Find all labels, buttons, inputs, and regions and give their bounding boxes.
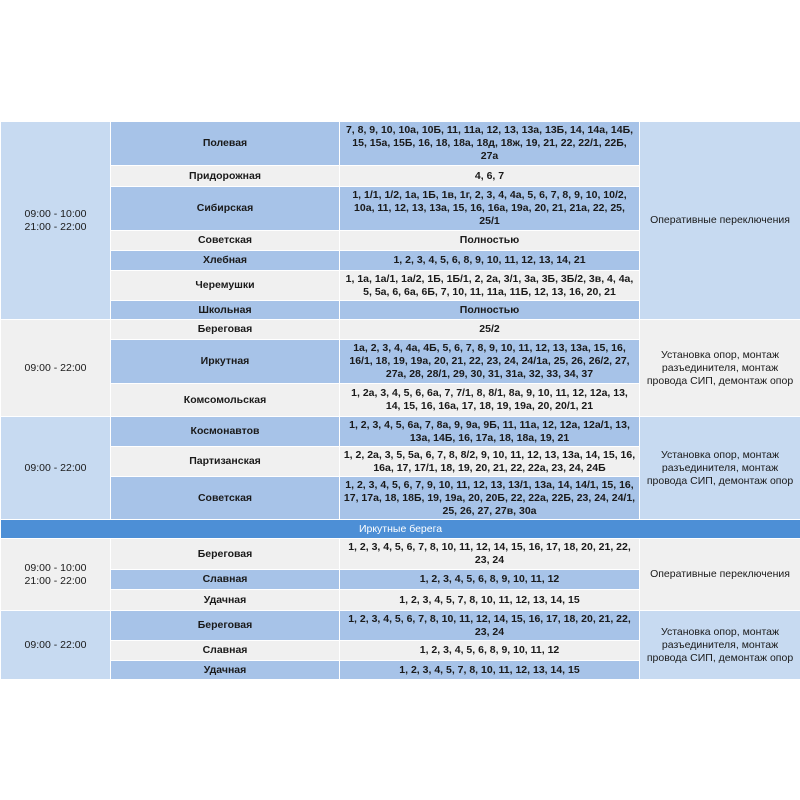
time-cell xyxy=(1,320,111,417)
house-numbers: Полностью xyxy=(340,301,640,320)
house-numbers: 1, 2а, 3, 4, 5, 6, 6а, 7, 7/1, 8, 8/1, 8а, 9, 10, 11, 12, 12а, 13, 14, 15, 16, 16а, 17, 18, 19, 19а, 20, 20/1, 21 xyxy=(340,384,640,417)
house-numbers: 1, 1а, 1а/1, 1а/2, 1Б, 1Б/1, 2, 2а, 3/1, 3а, 3Б, 3Б/2, 3в, 4, 4а, 5, 5а, 6, 6а, 6Б, 7, 10, 11, 11а, 11Б, 12, 13, 16, 20, 21 xyxy=(340,271,640,301)
work-type: Установка опор, монтаж разъединителя, монтаж провода СИП, демонтаж опор xyxy=(640,611,800,680)
street-name: Славная xyxy=(111,641,340,661)
time-line: 09:00 - 10:00 xyxy=(24,207,87,220)
work-type: Установка опор, монтаж разъединителя, монтаж провода СИП, демонтаж опор xyxy=(640,417,800,520)
house-numbers: 7, 8, 9, 10, 10а, 10Б, 11, 11а, 12, 13, 13а, 13Б, 14, 14а, 14Б, 15, 15а, 15Б, 16, 18, 18а, 18д, 18ж, 19, 21, 22, 22/1, 22Б, 27а xyxy=(340,122,640,166)
outage-schedule-table xyxy=(0,121,800,680)
time-line: 09:00 - 22:00 xyxy=(24,461,87,474)
street-name: Придорожная xyxy=(111,166,340,187)
street-name: Удачная xyxy=(111,590,340,611)
time-cell xyxy=(1,539,111,611)
time-cell xyxy=(1,122,111,320)
work-type: Оперативные переключения xyxy=(640,122,800,320)
house-numbers: 1, 1/1, 1/2, 1а, 1Б, 1в, 1г, 2, 3, 4, 4а, 5, 6, 7, 8, 9, 10, 10/2, 10а, 11, 12, 13, 13а, 15, 16, 16а, 19а, 20, 21, 21а, 22, 25, 25/1 xyxy=(340,187,640,231)
house-numbers: 25/2 xyxy=(340,320,640,340)
street-name: Сибирская xyxy=(111,187,340,231)
street-name: Береговая xyxy=(111,539,340,570)
house-numbers: 1, 2, 3, 4, 5, 6а, 7, 8а, 9, 9а, 9Б, 11, 11а, 12, 12а, 12а/1, 13, 13а, 14Б, 16, 17а, 18, 18а, 19, 21 xyxy=(340,417,640,447)
time-line: 21:00 - 22:00 xyxy=(24,220,87,233)
street-name: Черемушки xyxy=(111,271,340,301)
house-numbers: 1, 2, 3, 4, 5, 6, 7, 8, 10, 11, 12, 14, 15, 16, 17, 18, 20, 21, 22, 23, 24 xyxy=(340,539,640,570)
street-name: Хлебная xyxy=(111,251,340,271)
house-numbers: 1, 2, 3, 4, 5, 7, 8, 10, 11, 12, 13, 14, 15 xyxy=(340,590,640,611)
street-name: Советская xyxy=(111,477,340,520)
street-name: Удачная xyxy=(111,661,340,680)
street-name: Иркутная xyxy=(111,340,340,384)
work-type: Установка опор, монтаж разъединителя, монтаж провода СИП, демонтаж опор xyxy=(640,320,800,417)
street-name: Береговая xyxy=(111,611,340,641)
house-numbers: Полностью xyxy=(340,231,640,251)
street-name: Славная xyxy=(111,570,340,590)
time-line: 09:00 - 22:00 xyxy=(24,638,87,651)
time-cell xyxy=(1,417,111,520)
street-name: Космонавтов xyxy=(111,417,340,447)
time-cell xyxy=(1,611,111,680)
house-numbers: 1, 2, 3, 4, 5, 7, 8, 10, 11, 12, 13, 14, 15 xyxy=(340,661,640,680)
region-heading: Иркутные берега xyxy=(1,520,800,539)
house-numbers: 1, 2, 3, 4, 5, 6, 7, 9, 10, 11, 12, 13, 13/1, 13а, 14, 14/1, 15, 16, 17, 17а, 18, 18Б, 19, 19а, 20, 20Б, 22, 22а, 22Б, 23, 24, 24/1, 25, 26, 27, 27в, 30а xyxy=(340,477,640,520)
street-name: Полевая xyxy=(111,122,340,166)
time-line: 21:00 - 22:00 xyxy=(24,574,87,587)
house-numbers: 1а, 2, 3, 4, 4а, 4Б, 5, 6, 7, 8, 9, 10, 11, 12, 13, 13а, 15, 16, 16/1, 18, 19, 19а, 20, 21, 22, 23, 24, 24/1а, 25, 26, 26/2, 27, 27а, 28, 28/1, 29, 30, 31, 31а, 32, 33, 34, 37 xyxy=(340,340,640,384)
street-name: Советская xyxy=(111,231,340,251)
house-numbers: 1, 2, 3, 4, 5, 6, 8, 9, 10, 11, 12, 13, 14, 21 xyxy=(340,251,640,271)
house-numbers: 1, 2, 3, 4, 5, 6, 7, 8, 10, 11, 12, 14, 15, 16, 17, 18, 20, 21, 22, 23, 24 xyxy=(340,611,640,641)
street-name: Комсомольская xyxy=(111,384,340,417)
time-line: 09:00 - 22:00 xyxy=(24,361,87,374)
time-line: 09:00 - 10:00 xyxy=(24,561,87,574)
house-numbers: 1, 2, 3, 4, 5, 6, 8, 9, 10, 11, 12 xyxy=(340,641,640,661)
house-numbers: 4, 6, 7 xyxy=(340,166,640,187)
house-numbers: 1, 2, 3, 4, 5, 6, 8, 9, 10, 11, 12 xyxy=(340,570,640,590)
street-name: Партизанская xyxy=(111,447,340,477)
street-name: Береговая xyxy=(111,320,340,340)
work-type: Оперативные переключения xyxy=(640,539,800,611)
house-numbers: 1, 2, 2а, 3, 5, 5а, 6, 7, 8, 8/2, 9, 10, 11, 12, 13, 13а, 14, 15, 16, 16а, 17, 17/1, 18, 19, 20, 21, 22, 22а, 23, 24, 24Б xyxy=(340,447,640,477)
street-name: Школьная xyxy=(111,301,340,320)
